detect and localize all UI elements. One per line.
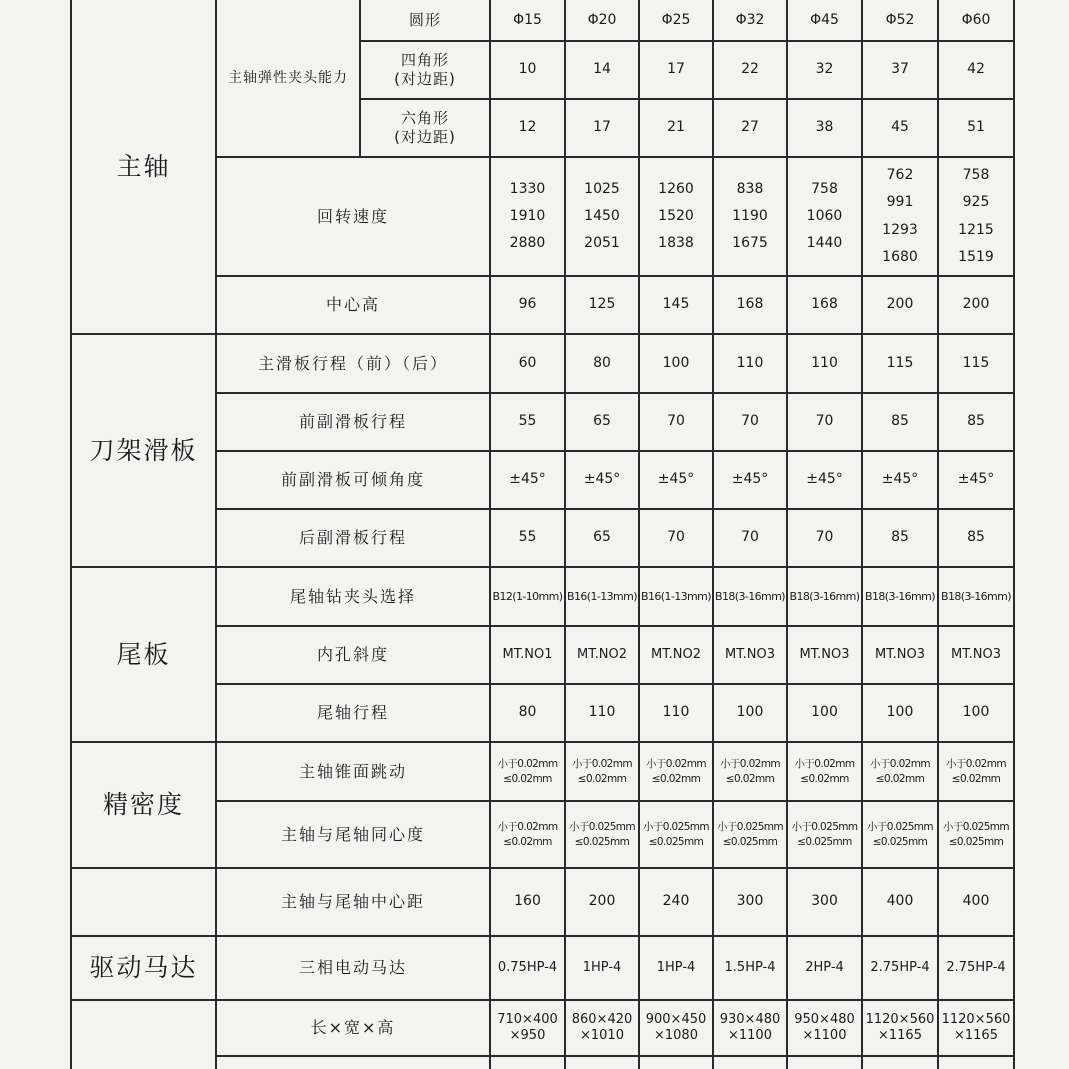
value-front-sub-slide: 70 (815, 413, 834, 430)
value-front-sub-slide: 65 (593, 413, 611, 430)
value-tail-chuck: B18(3-16mm) (715, 589, 785, 603)
section-tailstock: 尾板 (116, 639, 171, 669)
value-tail-chuck: B18(3-16mm) (789, 589, 860, 603)
value-center-height: 200 (962, 296, 990, 313)
value-dimensions: 950×480 ×1100 (794, 1011, 855, 1043)
value-bore-taper: MT.NO3 (799, 646, 850, 662)
value-rear-sub-slide: 65 (593, 529, 611, 546)
row-label-main-slide: 主滑板行程（前）（后） (257, 353, 448, 373)
value-concentricity: 小于0.025mm ≤0.025mm (642, 820, 710, 848)
value-bore-taper: MT.NO1 (502, 646, 553, 662)
value-main-slide: 115 (886, 354, 914, 371)
value-dimensions: 900×450 ×1080 (645, 1011, 707, 1043)
value-main-slide: 100 (662, 354, 690, 371)
value-tail-travel: 110 (588, 704, 616, 721)
value-tail-travel: 80 (518, 704, 537, 721)
value-dimensions: 710×400 ×950 (497, 1011, 558, 1043)
value-front-tilt: ±45° (881, 471, 919, 488)
row-label-dimensions: 长×宽×高 (310, 1018, 396, 1037)
value-speed: 758 1060 1440 (806, 180, 843, 252)
value-center-distance: 400 (962, 893, 990, 910)
row-label-tail-travel: 尾轴行程 (316, 703, 389, 722)
value-motor: 2.75HP-4 (870, 959, 930, 975)
section-spindle: 主轴 (116, 152, 171, 182)
value-runout: 小于0.02mm ≤0.02mm (497, 757, 558, 785)
value-main-slide: 115 (962, 354, 990, 371)
value-tail-chuck: B16(1-13mm) (567, 589, 637, 603)
value-tail-travel: 100 (886, 704, 914, 721)
value-hex: 38 (815, 119, 834, 136)
value-motor: 0.75HP-4 (497, 959, 558, 975)
value-main-slide: 110 (736, 354, 764, 371)
value-concentricity: 小于0.025mm ≤0.025mm (942, 820, 1010, 848)
row-label-runout: 主轴锥面跳动 (298, 761, 407, 781)
value-motor: 2.75HP-4 (946, 959, 1006, 975)
value-center-distance: 160 (514, 893, 541, 910)
value-bore-taper: MT.NO2 (577, 646, 627, 662)
value-tail-chuck: B18(3-16mm) (941, 589, 1011, 603)
row-label-front-tilt: 前副滑板可倾角度 (280, 470, 425, 489)
value-front-tilt: ±45° (731, 471, 769, 488)
value-runout: 小于0.02mm ≤0.02mm (719, 757, 781, 785)
value-center-height: 200 (886, 296, 914, 313)
row-label-rear-sub-slide: 后副滑板行程 (298, 528, 407, 547)
value-center-distance: 300 (811, 893, 838, 910)
value-round: Φ45 (810, 11, 839, 28)
row-label-tail-chuck: 尾轴钻夹头选择 (289, 586, 416, 606)
value-tail-chuck: B18(3-16mm) (865, 589, 935, 603)
row-label-front-sub-slide: 前副滑板行程 (298, 412, 407, 431)
value-front-tilt: ±45° (583, 471, 621, 488)
value-round: Φ52 (885, 11, 915, 28)
value-hex: 12 (518, 119, 537, 136)
value-runout: 小于0.02mm ≤0.02mm (794, 757, 855, 785)
row-label-center-distance: 主轴与尾轴中心距 (280, 892, 425, 911)
value-square: 32 (815, 61, 834, 78)
value-front-sub-slide: 85 (891, 413, 909, 430)
value-center-distance: 300 (736, 893, 764, 910)
value-motor: 1.5HP-4 (724, 959, 776, 975)
value-speed: 1025 1450 2051 (584, 180, 620, 252)
value-front-tilt: ±45° (509, 471, 546, 488)
value-front-sub-slide: 70 (667, 413, 685, 430)
value-center-height: 168 (736, 296, 764, 313)
value-front-sub-slide: 55 (518, 413, 537, 430)
value-center-height: 168 (811, 296, 838, 313)
row-label-center-height: 中心高 (325, 295, 380, 314)
value-concentricity: 小于0.025mm ≤0.025mm (716, 820, 784, 848)
value-front-sub-slide: 70 (741, 413, 759, 430)
value-tail-chuck: B12(1-10mm) (492, 589, 563, 603)
value-front-tilt: ±45° (657, 471, 695, 488)
value-main-slide: 60 (518, 354, 537, 371)
value-motor: 2HP-4 (805, 959, 844, 975)
value-tail-travel: 110 (662, 704, 690, 721)
value-motor: 1HP-4 (582, 959, 622, 975)
value-concentricity: 小于0.02mm ≤0.02mm (497, 820, 558, 848)
value-bore-taper: MT.NO3 (875, 646, 925, 662)
row-label-speed: 回转速度 (316, 206, 389, 226)
value-speed: 838 1190 1675 (732, 180, 768, 252)
value-motor: 1HP-4 (656, 959, 696, 975)
value-front-sub-slide: 85 (967, 413, 985, 430)
row-label-collet: 主轴弹性夹头能力 (228, 69, 348, 86)
value-main-slide: 80 (593, 354, 611, 371)
row-label-round: 圆形 (408, 11, 441, 30)
value-square: 10 (518, 61, 537, 78)
value-rear-sub-slide: 85 (891, 529, 909, 546)
value-center-height: 96 (518, 296, 537, 313)
value-square: 17 (667, 61, 685, 78)
value-round: Φ60 (961, 11, 991, 28)
value-tail-travel: 100 (962, 704, 990, 721)
value-square: 22 (741, 61, 759, 78)
value-square: 37 (891, 61, 909, 78)
value-center-height: 145 (662, 296, 690, 313)
value-concentricity: 小于0.025mm ≤0.025mm (791, 820, 858, 848)
value-bore-taper: MT.NO3 (951, 646, 1001, 662)
value-round: Φ15 (513, 11, 542, 28)
value-round: Φ25 (661, 11, 691, 28)
row-label-concentricity: 主轴与尾轴同心度 (280, 824, 425, 844)
section-precision: 精密度 (102, 790, 184, 820)
value-hex: 27 (741, 119, 759, 136)
row-label-motor: 三相电动马达 (298, 958, 407, 977)
value-rear-sub-slide: 55 (518, 529, 537, 546)
value-hex: 51 (967, 119, 985, 136)
value-runout: 小于0.02mm ≤0.02mm (869, 757, 931, 785)
value-tail-travel: 100 (811, 704, 838, 721)
value-concentricity: 小于0.025mm ≤0.025mm (866, 820, 934, 848)
value-rear-sub-slide: 70 (741, 529, 759, 546)
value-main-slide: 110 (811, 354, 838, 371)
value-hex: 21 (667, 119, 685, 136)
value-tail-chuck: B16(1-13mm) (641, 589, 711, 603)
value-hex: 45 (891, 119, 909, 136)
value-square: 42 (967, 61, 985, 78)
value-speed: 758 925 1215 1519 (958, 166, 994, 265)
value-round: Φ32 (735, 11, 765, 28)
row-label-hex: 六角形 (对边距) (394, 109, 456, 146)
value-rear-sub-slide: 70 (667, 529, 685, 546)
section-tool-slide: 刀架滑板 (89, 435, 198, 465)
value-rear-sub-slide: 85 (967, 529, 985, 546)
value-center-distance: 200 (588, 893, 616, 910)
value-front-tilt: ±45° (957, 471, 995, 488)
value-rear-sub-slide: 70 (815, 529, 834, 546)
section-drive-motor: 驱动马达 (89, 953, 198, 983)
value-center-height: 125 (588, 296, 616, 313)
value-dimensions: 930×480 ×1100 (719, 1011, 781, 1043)
value-speed: 762 991 1293 1680 (882, 166, 918, 265)
value-center-distance: 240 (662, 893, 690, 910)
row-label-square: 四角形 (对边距) (394, 51, 456, 88)
value-concentricity: 小于0.025mm ≤0.025mm (568, 820, 636, 848)
value-hex: 17 (593, 119, 611, 136)
value-runout: 小于0.02mm ≤0.02mm (645, 757, 707, 785)
value-dimensions: 860×420 ×1010 (571, 1011, 633, 1043)
value-tail-travel: 100 (736, 704, 764, 721)
value-runout: 小于0.02mm ≤0.02mm (571, 757, 633, 785)
value-square: 14 (593, 61, 611, 78)
value-runout: 小于0.02mm ≤0.02mm (945, 757, 1007, 785)
value-dimensions: 1120×560 ×1165 (865, 1011, 935, 1043)
value-center-distance: 400 (886, 893, 914, 910)
value-speed: 1260 1520 1838 (658, 180, 694, 252)
value-dimensions: 1120×560 ×1165 (941, 1011, 1011, 1043)
value-round: Φ20 (587, 11, 617, 28)
value-front-tilt: ±45° (806, 471, 843, 488)
value-bore-taper: MT.NO2 (651, 646, 701, 662)
value-speed: 1330 1910 2880 (509, 180, 546, 252)
row-label-bore-taper: 内孔斜度 (316, 645, 389, 664)
value-bore-taper: MT.NO3 (725, 646, 775, 662)
